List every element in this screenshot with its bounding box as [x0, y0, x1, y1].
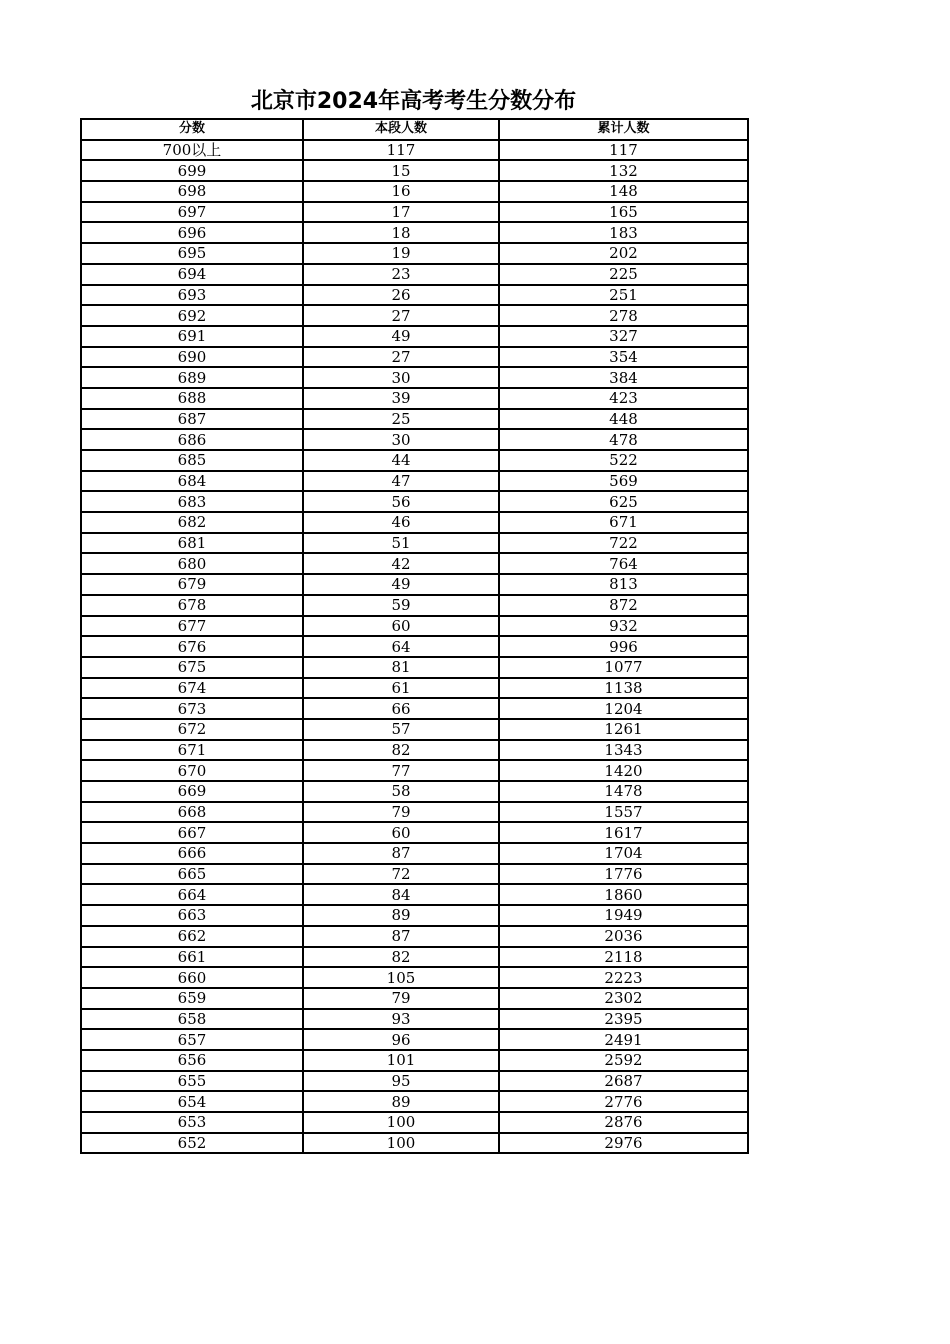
table-row [81, 595, 748, 616]
cumulative-count-cell: 813 [499, 574, 748, 595]
table-row [81, 781, 748, 802]
segment-count-cell: 27 [303, 347, 499, 368]
cumulative-count-cell: 764 [499, 553, 748, 574]
cumulative-count-cell: 354 [499, 347, 748, 368]
score-cell: 659 [81, 988, 303, 1009]
segment-count-cell: 87 [303, 843, 499, 864]
table-row [81, 512, 748, 533]
score-cell: 697 [81, 202, 303, 223]
table-row [81, 905, 748, 926]
table-row [81, 802, 748, 823]
segment-count-cell: 100 [303, 1112, 499, 1133]
cumulative-count-cell: 148 [499, 181, 748, 202]
score-cell: 670 [81, 760, 303, 781]
table-row [81, 719, 748, 740]
cumulative-count-cell: 1557 [499, 802, 748, 823]
cumulative-count-cell: 202 [499, 243, 748, 264]
score-distribution-table [80, 118, 749, 1154]
cumulative-count-cell: 448 [499, 409, 748, 430]
segment-count-cell: 60 [303, 822, 499, 843]
score-cell: 672 [81, 719, 303, 740]
cumulative-count-cell: 932 [499, 616, 748, 637]
score-cell: 687 [81, 409, 303, 430]
score-cell: 698 [81, 181, 303, 202]
cumulative-count-cell: 2395 [499, 1009, 748, 1030]
cumulative-count-cell: 2302 [499, 988, 748, 1009]
cumulative-count-cell: 2687 [499, 1071, 748, 1092]
segment-count-cell: 27 [303, 305, 499, 326]
table-row [81, 636, 748, 657]
segment-count-cell: 46 [303, 512, 499, 533]
score-cell: 699 [81, 160, 303, 181]
score-cell: 653 [81, 1112, 303, 1133]
segment-count-cell: 16 [303, 181, 499, 202]
cumulative-count-cell: 423 [499, 388, 748, 409]
score-cell: 683 [81, 491, 303, 512]
score-cell: 694 [81, 264, 303, 285]
table-row [81, 988, 748, 1009]
score-cell: 664 [81, 884, 303, 905]
cumulative-count-cell: 384 [499, 367, 748, 388]
score-cell: 682 [81, 512, 303, 533]
table-row [81, 1009, 748, 1030]
table-row [81, 533, 748, 554]
table-row [81, 202, 748, 223]
segment-count-cell: 66 [303, 698, 499, 719]
segment-count-cell: 105 [303, 967, 499, 988]
score-cell: 678 [81, 595, 303, 616]
cumulative-count-cell: 132 [499, 160, 748, 181]
table-row [81, 884, 748, 905]
table-row [81, 160, 748, 181]
table-row [81, 326, 748, 347]
segment-count-cell: 17 [303, 202, 499, 223]
table-row [81, 222, 748, 243]
cumulative-count-cell: 2491 [499, 1029, 748, 1050]
cumulative-count-cell: 569 [499, 471, 748, 492]
table-row [81, 388, 748, 409]
score-cell: 693 [81, 285, 303, 306]
table-row [81, 1029, 748, 1050]
score-cell: 671 [81, 740, 303, 761]
segment-count-cell: 42 [303, 553, 499, 574]
header-score: 分数 [81, 119, 303, 140]
segment-count-cell: 84 [303, 884, 499, 905]
score-cell: 680 [81, 553, 303, 574]
segment-count-cell: 49 [303, 326, 499, 347]
score-cell: 691 [81, 326, 303, 347]
cumulative-count-cell: 1343 [499, 740, 748, 761]
segment-count-cell: 64 [303, 636, 499, 657]
segment-count-cell: 72 [303, 864, 499, 885]
segment-count-cell: 82 [303, 740, 499, 761]
table-row [81, 181, 748, 202]
score-cell: 661 [81, 947, 303, 968]
cumulative-count-cell: 2223 [499, 967, 748, 988]
cumulative-count-cell: 251 [499, 285, 748, 306]
score-cell: 658 [81, 1009, 303, 1030]
segment-count-cell: 77 [303, 760, 499, 781]
score-cell: 652 [81, 1133, 303, 1154]
table-row [81, 367, 748, 388]
cumulative-count-cell: 1860 [499, 884, 748, 905]
segment-count-cell: 100 [303, 1133, 499, 1154]
table-row [81, 760, 748, 781]
segment-count-cell: 25 [303, 409, 499, 430]
cumulative-count-cell: 1949 [499, 905, 748, 926]
segment-count-cell: 93 [303, 1009, 499, 1030]
segment-count-cell: 95 [303, 1071, 499, 1092]
table-row [81, 574, 748, 595]
cumulative-count-cell: 2036 [499, 926, 748, 947]
cumulative-count-cell: 1420 [499, 760, 748, 781]
table-row [81, 843, 748, 864]
table-row [81, 678, 748, 699]
segment-count-cell: 82 [303, 947, 499, 968]
cumulative-count-cell: 2776 [499, 1091, 748, 1112]
segment-count-cell: 18 [303, 222, 499, 243]
table-row [81, 285, 748, 306]
score-cell: 685 [81, 450, 303, 471]
segment-count-cell: 87 [303, 926, 499, 947]
table-row [81, 1133, 748, 1154]
cumulative-count-cell: 625 [499, 491, 748, 512]
score-cell: 669 [81, 781, 303, 802]
cumulative-count-cell: 1776 [499, 864, 748, 885]
score-cell: 700以上 [81, 140, 303, 161]
table-row [81, 450, 748, 471]
segment-count-cell: 89 [303, 1091, 499, 1112]
score-cell: 667 [81, 822, 303, 843]
table-row [81, 491, 748, 512]
segment-count-cell: 15 [303, 160, 499, 181]
cumulative-count-cell: 327 [499, 326, 748, 347]
cumulative-count-cell: 1478 [499, 781, 748, 802]
header-segment-count: 本段人数 [303, 119, 499, 140]
segment-count-cell: 19 [303, 243, 499, 264]
cumulative-count-cell: 183 [499, 222, 748, 243]
page-title: 北京市2024年高考考生分数分布 [250, 89, 577, 114]
cumulative-count-cell: 2976 [499, 1133, 748, 1154]
segment-count-cell: 89 [303, 905, 499, 926]
cumulative-count-cell: 1204 [499, 698, 748, 719]
table-row [81, 1112, 748, 1133]
score-cell: 688 [81, 388, 303, 409]
segment-count-cell: 101 [303, 1050, 499, 1071]
cumulative-count-cell: 2876 [499, 1112, 748, 1133]
score-cell: 695 [81, 243, 303, 264]
segment-count-cell: 39 [303, 388, 499, 409]
table-row [81, 347, 748, 368]
score-cell: 673 [81, 698, 303, 719]
segment-count-cell: 79 [303, 802, 499, 823]
segment-count-cell: 117 [303, 140, 499, 161]
segment-count-cell: 60 [303, 616, 499, 637]
table-row [81, 305, 748, 326]
table-row [81, 471, 748, 492]
score-cell: 656 [81, 1050, 303, 1071]
score-cell: 654 [81, 1091, 303, 1112]
table-row [81, 264, 748, 285]
table-row [81, 1050, 748, 1071]
table-row [81, 967, 748, 988]
table-row [81, 1071, 748, 1092]
cumulative-count-cell: 165 [499, 202, 748, 223]
score-cell: 666 [81, 843, 303, 864]
segment-count-cell: 30 [303, 429, 499, 450]
segment-count-cell: 61 [303, 678, 499, 699]
table-row [81, 616, 748, 637]
score-cell: 696 [81, 222, 303, 243]
table-row [81, 822, 748, 843]
score-cell: 663 [81, 905, 303, 926]
segment-count-cell: 56 [303, 491, 499, 512]
segment-count-cell: 23 [303, 264, 499, 285]
cumulative-count-cell: 671 [499, 512, 748, 533]
table-row [81, 243, 748, 264]
score-cell: 662 [81, 926, 303, 947]
cumulative-count-cell: 278 [499, 305, 748, 326]
score-cell: 689 [81, 367, 303, 388]
cumulative-count-cell: 2118 [499, 947, 748, 968]
score-cell: 679 [81, 574, 303, 595]
table-row [81, 864, 748, 885]
segment-count-cell: 30 [303, 367, 499, 388]
table-body [81, 140, 748, 1154]
segment-count-cell: 96 [303, 1029, 499, 1050]
table-row [81, 429, 748, 450]
cumulative-count-cell: 1617 [499, 822, 748, 843]
cumulative-count-cell: 1261 [499, 719, 748, 740]
header-cumulative-count: 累计人数 [499, 119, 748, 140]
segment-count-cell: 49 [303, 574, 499, 595]
score-cell: 675 [81, 657, 303, 678]
table-row [81, 926, 748, 947]
table-row [81, 553, 748, 574]
score-cell: 681 [81, 533, 303, 554]
table-row [81, 140, 748, 161]
table-row [81, 409, 748, 430]
table-row [81, 947, 748, 968]
score-cell: 692 [81, 305, 303, 326]
score-cell: 665 [81, 864, 303, 885]
cumulative-count-cell: 117 [499, 140, 748, 161]
segment-count-cell: 81 [303, 657, 499, 678]
segment-count-cell: 51 [303, 533, 499, 554]
cumulative-count-cell: 478 [499, 429, 748, 450]
cumulative-count-cell: 1138 [499, 678, 748, 699]
segment-count-cell: 59 [303, 595, 499, 616]
cumulative-count-cell: 1704 [499, 843, 748, 864]
cumulative-count-cell: 2592 [499, 1050, 748, 1071]
cumulative-count-cell: 1077 [499, 657, 748, 678]
score-cell: 686 [81, 429, 303, 450]
table-header-row [81, 119, 748, 140]
cumulative-count-cell: 522 [499, 450, 748, 471]
segment-count-cell: 57 [303, 719, 499, 740]
cumulative-count-cell: 996 [499, 636, 748, 657]
score-cell: 660 [81, 967, 303, 988]
score-cell: 690 [81, 347, 303, 368]
segment-count-cell: 47 [303, 471, 499, 492]
cumulative-count-cell: 225 [499, 264, 748, 285]
score-cell: 684 [81, 471, 303, 492]
table-row [81, 1091, 748, 1112]
score-cell: 668 [81, 802, 303, 823]
segment-count-cell: 79 [303, 988, 499, 1009]
table-row [81, 698, 748, 719]
table-row [81, 740, 748, 761]
segment-count-cell: 26 [303, 285, 499, 306]
score-cell: 676 [81, 636, 303, 657]
cumulative-count-cell: 722 [499, 533, 748, 554]
score-cell: 674 [81, 678, 303, 699]
table-row [81, 657, 748, 678]
segment-count-cell: 44 [303, 450, 499, 471]
segment-count-cell: 58 [303, 781, 499, 802]
score-cell: 677 [81, 616, 303, 637]
cumulative-count-cell: 872 [499, 595, 748, 616]
score-cell: 655 [81, 1071, 303, 1092]
score-cell: 657 [81, 1029, 303, 1050]
